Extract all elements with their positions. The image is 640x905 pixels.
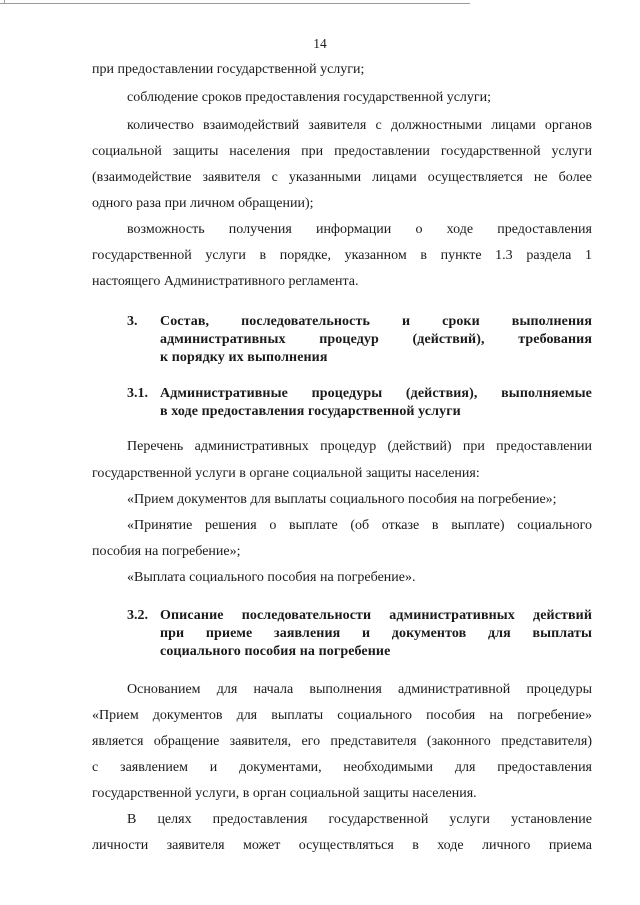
text-line: В целях предоставления государственной услуги установление [127,812,592,827]
text-line: личности заявителя может осуществляться в ходе личного приема [92,838,592,853]
text-line: «Прием документов для выплаты социального пособия на погребение» [92,708,592,723]
text-line: Основанием для начала выполнения административной процедуры [127,682,592,697]
text-line: социальной защиты населения при предоставлении государственной услуги [92,144,592,159]
section-3-2-title: при приеме заявления и документов для выплаты [160,626,592,641]
section-3-2-number: 3.2. [127,608,148,623]
procedure-item: «Прием документов для выплаты социального пособия на погребение»; [127,492,557,507]
scan-top-line [0,3,470,4]
section-3-2-title: Описание последовательности административных действий [160,608,592,623]
page-number: 14 [313,36,327,51]
text-line: государственной услуги в порядке, указанном в пункте 1.3 раздела 1 [92,248,592,263]
section-3-1-title: Административные процедуры (действия), выполняемые [160,386,592,401]
text-line: государственной услуги в органе социальной защиты населения: [92,466,480,481]
text-line: пособия на погребение»; [92,544,241,559]
text-line: является обращение заявителя, его представителя (законного представителя) [92,734,592,749]
procedure-item: «Выплата социального пособия на погребение». [127,570,416,585]
section-3-title: административных процедур (действий), требования [160,332,592,347]
section-3-title: Состав, последовательность и сроки выполнения [160,314,592,329]
text-line: одного раза при личном обращении); [92,196,314,211]
text-line: возможность получения информации о ходе предоставления [127,222,592,237]
text-line: настоящего Административного регламента. [92,274,359,289]
section-3-number: 3. [127,314,138,329]
text-line: Перечень административных процедур (действий) при предоставлении [127,439,592,454]
text-line: соблюдение сроков предоставления государственной услуги; [127,90,492,105]
section-3-2-title: социального пособия на погребение [160,644,391,659]
text-line: (взаимодействие заявителя с указанными лицами осуществляется не более [92,170,592,185]
text-line: с заявлением и документами, необходимыми для предоставления [92,760,592,775]
procedure-item: «Принятие решения о выплате (об отказе в выплате) социального [127,518,592,533]
text-line: государственной услуги, в орган социальной защиты населения. [92,786,477,801]
section-3-title: к порядку их выполнения [160,350,328,365]
section-3-1-title: в ходе предоставления государственной услуги [160,404,461,419]
section-3-1-number: 3.1. [127,386,148,401]
text-line: при предоставлении государственной услуги; [92,62,365,77]
text-line: количество взаимодействий заявителя с должностными лицами органов [127,118,592,133]
